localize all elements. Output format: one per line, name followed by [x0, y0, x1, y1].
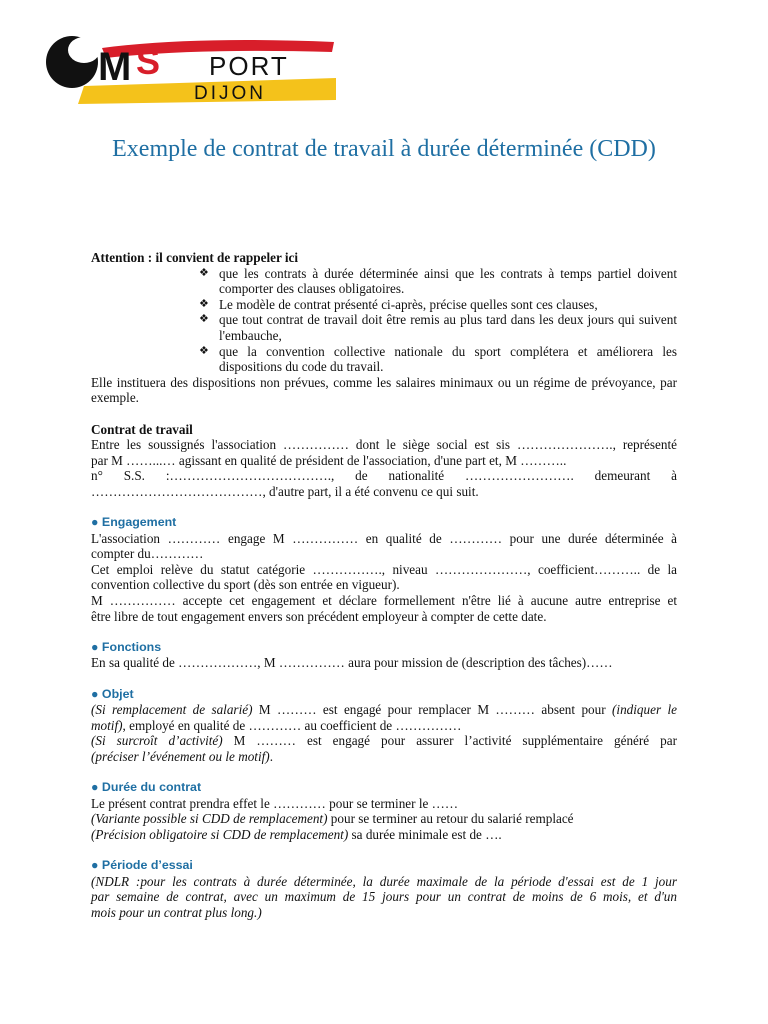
engagement-heading: ● Engagement [91, 515, 177, 530]
attention-list [91, 266, 677, 375]
contrat-line: n° S.S. :………………………………., de nationalité ……………………. demeurant à [91, 468, 677, 484]
objet-line: (préciser l’événement ou le motif). [91, 749, 273, 764]
duree-line: (Variante possible si CDD de remplacement) pour se terminer au retour du salarié remplacé [91, 811, 574, 827]
contrat-heading: Contrat de travail [91, 421, 193, 437]
diamond-bullet-icon: ❖ [199, 266, 209, 279]
svg-text:PORT: PORT [209, 51, 289, 81]
engagement-line: M …………… accepte cet engagement et déclare formellement n'être lié à aucune autre entreprise et [91, 593, 677, 609]
essai-line: par semaine de contrat, avec un maximum de 15 jours pour un contrat de moins de 6 mois, et d'un [91, 889, 677, 905]
objet-heading: ● Objet [91, 686, 134, 701]
svg-text:DIJON: DIJON [194, 83, 266, 104]
list-item: ❖ que tout contrat de travail doit être remis au plus tard dans les deux jours qui suivent l'embauche, [199, 312, 677, 343]
duree-line: Le présent contrat prendra effet le ………… pour se terminer le …… [91, 795, 459, 811]
diamond-bullet-icon: ❖ [199, 344, 209, 357]
objet-line: (Si remplacement de salarié) M ……… est engagé pour remplacer M ……… absent pour (indiquer le [91, 702, 677, 718]
engagement-line: compter du………… [91, 546, 204, 562]
oms-logo [44, 30, 340, 104]
engagement-line: Cet emploi relève du statut catégorie ……………., niveau …………………, coefficient……….. de la [91, 561, 677, 577]
engagement-line: convention collective du sport (dès son entrée en vigueur). [91, 577, 400, 593]
svg-text:S: S [136, 41, 161, 82]
contrat-line: Entre les soussignés l'association …………… dont le siège social est sis …………………., représenté [91, 437, 677, 453]
essai-line: mois pour un contrat plus long.) [91, 904, 262, 920]
oms-logo-graphic [44, 30, 340, 104]
fonctions-line: En sa qualité de ………………, M …………… aura pour mission de (description des tâches)…… [91, 655, 613, 671]
essai-line: (NDLR :pour les contrats à durée déterminée, la durée maximale de la période d'essai est de 1 jour [91, 873, 677, 889]
list-item: ❖ Le modèle de contrat présenté ci-après, précise quelles sont ces clauses, [199, 296, 598, 312]
essai-heading: ● Période d’essai [91, 858, 193, 873]
list-item: ❖ que les contrats à durée déterminée ainsi que les contrats à temps partiel doivent comporter des clauses obligatoires. [199, 265, 677, 297]
fonctions-heading: ● Fonctions [91, 639, 162, 654]
attention-after: Elle instituera des dispositions non prévues, comme les salaires minimaux ou un régime de prévoyance, par exemple. [91, 374, 677, 406]
page-title: Exemple de contrat de travail à durée déterminée (CDD) [112, 136, 656, 162]
objet-line: motif), employé en qualité de ………… au coefficient de …………… [91, 717, 462, 733]
svg-text:M: M [98, 45, 132, 89]
engagement-line: L'association ………… engage M …………… en qualité de ………… pour une durée déterminée à [91, 530, 677, 546]
duree-line: (Précision obligatoire si CDD de remplacement) sa durée minimale est de …. [91, 826, 502, 842]
contrat-line: par M ……...… agissant en qualité de président de l'association, d'une part et, M ……….. [91, 452, 567, 468]
contrat-line: …………………………………, d'autre part, il a été convenu ce qui suit. [91, 483, 479, 499]
diamond-bullet-icon: ❖ [199, 297, 209, 310]
engagement-line: être libre de tout engagement envers son précédent employeur à compter de cette date. [91, 608, 547, 624]
duree-heading: ● Durée du contrat [91, 780, 202, 795]
document-body [91, 250, 677, 921]
diamond-bullet-icon: ❖ [199, 313, 209, 326]
attention-heading: Attention : il convient de rappeler ici [91, 250, 299, 265]
list-item: ❖ que la convention collective nationale du sport complétera et améliorera les dispositions du code du travail. [199, 343, 677, 375]
objet-line: (Si surcroît d’activité) M ……… est engagé pour assurer l’activité supplémentaire généré par [91, 733, 678, 749]
